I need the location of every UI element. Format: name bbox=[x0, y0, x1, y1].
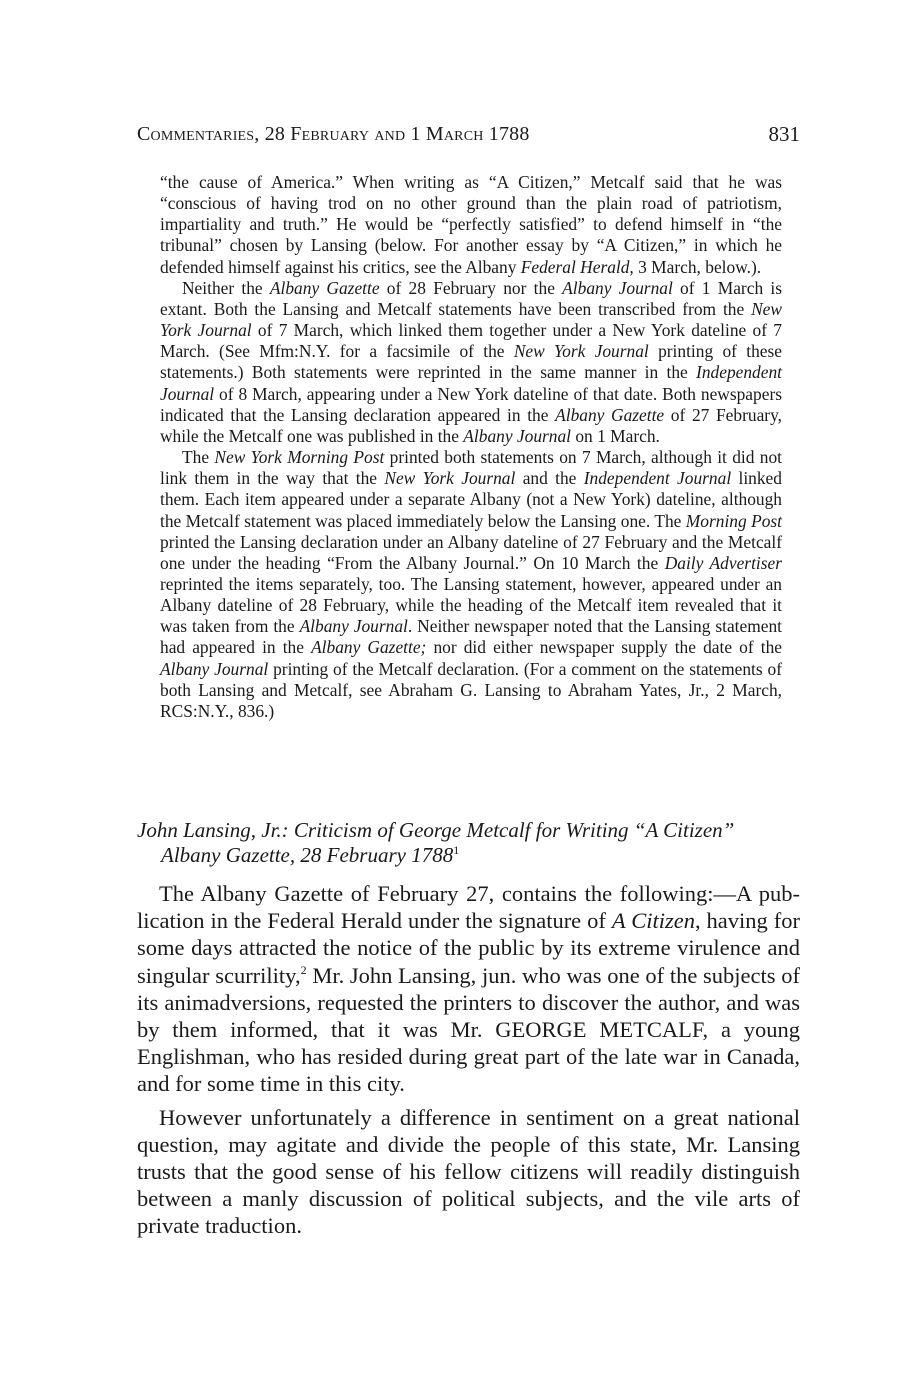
document-title-line: John Lansing, Jr.: Criticism of George Metcalf for Writing “A Citizen” bbox=[137, 818, 735, 842]
editorial-note bbox=[160, 172, 782, 722]
document-source-line: Albany Gazette, 28 February 1788$^1$ bbox=[161, 843, 460, 867]
page-header bbox=[137, 120, 800, 148]
body-paragraph: However unfortunately a difference in sentiment on a great national question, may agitate and divide the people of this state, Mr. Lansing trusts that the good sense of his fellow citizens will readily distinguish between a manly discussion of political subjects, and the vile arts of private traduction. bbox=[137, 1104, 800, 1239]
note-paragraph: “the cause of America.” When writing as “A Citizen,” Metcalf said that he was “conscious of having trod on no other ground than the plain road of patriotism, impartiality and truth.” He would be “perfectly satisfied” to defend himself in “the tribunal” chosen by Lansing (below. For another essay by “A Citizen,” in which he defended himself against his critics, see the Albany Federal Herald, 3 March, below.). bbox=[160, 172, 782, 277]
document-title bbox=[137, 818, 800, 868]
document-body bbox=[137, 880, 800, 1246]
footnote-ref: 2 bbox=[300, 962, 307, 977]
note-paragraph: Neither the Albany Gazette of 28 February nor the Albany Journal of 1 March is extant. Both the Lansing and Metcalf statements have been transcribed from the New York Journal of 7 March, which linked them together under a New York dateline of 7 March. (See Mfm:N.Y. for a facsimile of the New York Journal printing of these statements.) Both statements were reprinted in the same manner in the Independent Journal of 8 March, appearing under a New York dateline of that date. Both newspapers indicated that the Lansing declaration appeared in the Albany Gazette of 27 February, while the Metcalf one was published in the Albany Journal on 1 March. bbox=[160, 277, 782, 446]
running-head: Commentaries, 28 February and 1 March 1788 bbox=[137, 123, 530, 145]
note-paragraph: The New York Morning Post printed both statements on 7 March, although it did not link them in the way that the New York Journal and the Independent Journal linked them. Each item appeared under a separate Albany (not a New York) dateline, although the Metcalf statement was placed immediately below the Lansing one. The Morning Post printed the Lansing declaration under an Albany dateline of 27 February and the Metcalf one under the heading “From the Albany Journal.” On 10 March the Daily Advertiser reprinted the items separately, too. The Lansing statement, however, appeared under an Albany dateline of 28 February, while the heading of the Metcalf item revealed that it was taken from the Albany Journal. Neither newspaper noted that the Lansing statement had appeared in the Albany Gazette; nor did either newspaper supply the date of the Albany Journal printing of the Metcalf declaration. (For a comment on the statements of both Lansing and Metcalf, see Abraham G. Lansing to Abraham Yates, Jr., 2 March, RCS:N.Y., 836.) bbox=[160, 447, 782, 721]
body-paragraph: The Albany Gazette of February 27, contains the following:—A publication in the Federal Herald under the signature of A Citizen, having for some days attracted the notice of the public by its extreme virulence and singular scurrility,$^2$ Mr. John Lansing, jun. who was one of the subjects of its animadversions, requested the printers to discover the author, and was by them informed, that it was Mr. GEORGE METCALF, a young Englishman, who has resided during great part of the late war in Canada, and for some time in this city. bbox=[137, 881, 801, 1097]
footnote-ref: 1 bbox=[453, 843, 460, 857]
page-number: 831 bbox=[768, 122, 800, 146]
